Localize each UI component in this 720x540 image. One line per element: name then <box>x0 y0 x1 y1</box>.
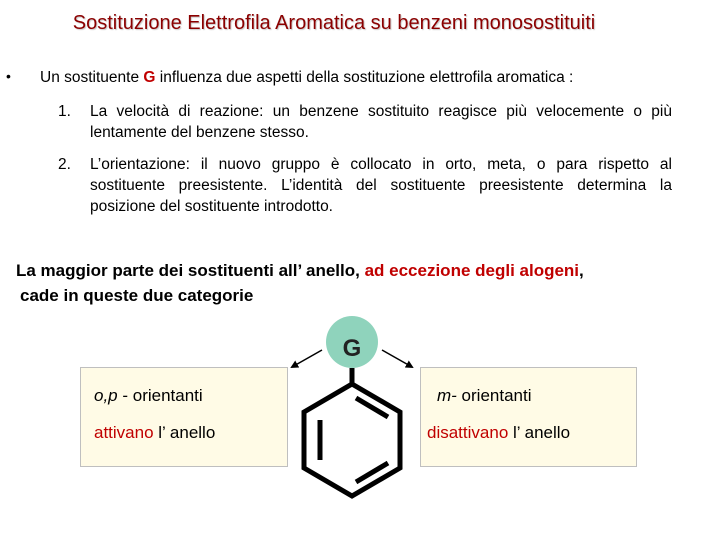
summary-highlight: ad eccezione degli alogeni <box>364 261 580 280</box>
category-effect: attivano <box>94 423 154 442</box>
bullet-marker: • <box>6 68 11 84</box>
slide-title: Sostituzione Elettrofila Aromatica su benzeni monosostituiti <box>72 12 596 34</box>
list-item-number: 1. <box>58 103 71 120</box>
category-title-rest: orientanti <box>456 386 532 405</box>
category-description-rest: l’ anello <box>508 423 571 442</box>
category-title-italic: m- <box>437 386 457 405</box>
bullet-text-start: Un sostituente <box>40 69 144 86</box>
category-description-rest: l’ anello <box>153 423 216 442</box>
category-title-rest: - orientanti <box>117 386 203 405</box>
summary-part-1: La maggior parte dei sostituenti all’ anello, <box>16 261 365 280</box>
list-item-number: 2. <box>58 156 71 173</box>
list-item-text: L’orientazione: il nuovo gruppo è collocato in orto, meta, o para rispetto al sostituente preesistente. L’identità del sostituente preesistente determina la posizione del sostituente introdotto. <box>90 156 672 215</box>
arrow-left <box>292 350 322 367</box>
summary-line-2: cade in queste due categorie <box>20 286 254 305</box>
substituent-g-symbol: G <box>342 335 362 362</box>
bullet-text-end: influenza due aspetti della sostituzione elettrofila aromatica : <box>155 69 574 86</box>
list-item-text: La velocità di reazione: un benzene sostituito reagisce più velocemente o più lentamente del benzene stesso. <box>90 103 672 141</box>
substituent-g-label: G <box>143 69 156 86</box>
arrow-right <box>382 350 412 367</box>
category-title-italic: o,p <box>94 386 118 405</box>
summary-part-2: , <box>579 261 584 280</box>
category-effect: disattivano <box>427 423 509 442</box>
